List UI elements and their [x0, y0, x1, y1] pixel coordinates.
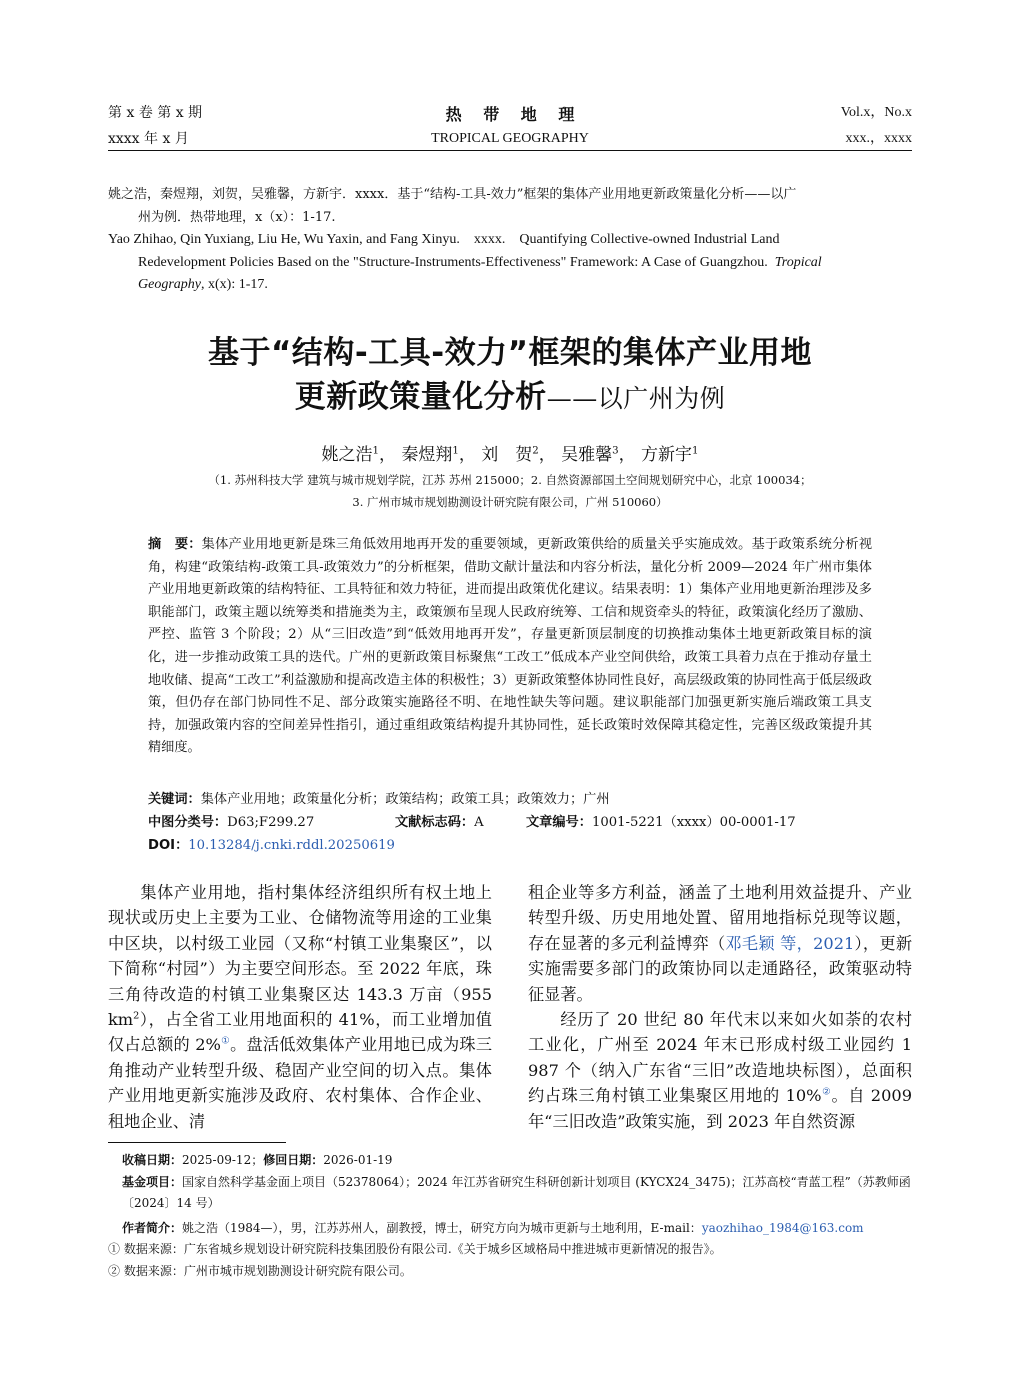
doc-code-value: A	[474, 815, 484, 830]
citation-en-line2	[108, 252, 914, 275]
fund-info	[108, 1172, 914, 1215]
revised-label: 修回日期：	[263, 1153, 324, 1167]
fund-text: 国家自然科学基金面上项目（52378064）；2024 年江苏省研究生科研创新计划项目 (KYCX24_3475)；江苏高校“青蓝工程”（苏教师函〔2024〕14 号）	[122, 1174, 911, 1210]
author-name: 方新宇	[641, 445, 693, 465]
author-bio-text: 姚之浩（1984—），男，江苏苏州人，副教授，博士，研究方向为城市更新与土地利用，E-mail：	[182, 1220, 702, 1235]
data-source-note-1: ① 数据来源：广东省城乡规划设计研究院科技集团股份有限公司.《关于城乡区域格局中推进城市更新情况的报告》。	[108, 1242, 722, 1256]
received-label: 收稿日期：	[122, 1153, 183, 1167]
body-text: 。盘活低效集体产业用地已成为珠三角推动产业转型升级、稳固产业空间的切入点。集体产业用地更新实施涉及政府、农村集体、合作企业、租地企业、清	[108, 1035, 493, 1131]
keywords-text: 集体产业用地；政策量化分析；政策结构；政策工具；政策效力；广州	[200, 792, 610, 807]
article-number-value: 1001-5221（xxxx）00-0001-17	[591, 815, 796, 830]
abstract-text: 集体产业用地更新是珠三角低效用地再开发的重要领域，更新政策供给的质量关乎实施成效。基于政策系统分析视角，构建“政策结构-政策工具-政策效力”的分析框架，借助文献计量法和内容分析法，量化分析 2009—2024 年广州市集体产业用地更新政策的结构特征、工具特征和效力特征，进而提出政策优化建议。结果表明：1）集体产业用地更新治理涉及多职能部门，政策主题以统筹类和措施类为主，政策颁布呈现人民政府统筹、工信和规资牵头的特征，政策演化经历了激励、严控、监管 3 个阶段；2）从“三旧改造”到“低效用地再开发”，存量更新顶层制度的切换推动集体土地更新政策目标的演化，进一步推动政策工具的迭代。广州的更新政策目标聚焦“工改工”低成本产业空间供给，政策工具着力点在于推动存量土地收储、提高“工改工”利益激励和提高改造主体的积极性；3）更新政策整体协同性良好，高层级政策的协同性高于低层级政策，但仍存在部门协同性不足、部分政策实施路径不明、在地性缺失等问题。建议职能部门加强更新实施后端政策工具支持，加强政策内容的空间差异性指引，通过重组政策结构提升其协同性，延长政策时效保障其稳定性，完善区级政策提升其精细度。	[148, 537, 873, 756]
footnote-ref[interactable]: ①	[220, 1036, 231, 1048]
citation-en-line1: Yao Zhihao, Qin Yuxiang, Liu He, Wu Yaxin, and Fang Xinyu. xxxx. Quantifying Collective-owned Industrial Land	[108, 232, 780, 247]
journal-title-cn: 热 带 地 理	[445, 105, 575, 124]
body-text: 。自 2009 年“三旧改造”政策实施，到 2023 年自然资源	[528, 1086, 913, 1131]
citation-en-volume: , x(x): 1-17.	[201, 277, 268, 292]
issue-number: 第 x 卷 第 x 期	[108, 105, 203, 121]
keywords-label: 关键词：	[148, 792, 201, 807]
affiliation-line2: 3. 广州市城市规划勘测设计研究院有限公司，广州 510060）	[352, 495, 668, 509]
doi-label: DOI：	[148, 838, 189, 853]
doi	[148, 835, 395, 858]
abstract	[148, 534, 872, 760]
citation-en-journal-cont: Geography	[138, 277, 201, 292]
author-bio-label: 作者简介：	[122, 1220, 183, 1235]
body-paragraph	[528, 1007, 912, 1134]
body-text: 租企业等多方利益，涵盖了土地利用效益提升、产业转型升级、历史用地处置、留用地指标兑现等议题，存在显著的多元利益博弈（	[528, 883, 912, 953]
paper-title	[0, 331, 1020, 421]
header-rule	[108, 150, 912, 151]
author-affiliation-mark: 3	[612, 445, 619, 457]
author-affiliation-mark: 1	[372, 445, 379, 457]
citation-en-journal: Tropical	[774, 254, 822, 270]
body-text: ），更新实施需要多部门的政策协同以走通路径，政策驱动特征显著。	[528, 933, 913, 1004]
citation-cn-line2: 州为例．热带地理，x（x）：1-17.	[138, 209, 336, 225]
superscript: 2	[133, 1010, 140, 1022]
body-paragraph	[528, 880, 912, 1007]
received-dates	[108, 1150, 914, 1172]
body-left-column	[108, 880, 492, 1134]
article-number	[526, 812, 796, 835]
citation-link[interactable]: 邓毛颖 等，2021	[725, 933, 855, 953]
affiliations	[0, 469, 1020, 513]
affiliation-line1: （1. 苏州科技大学 建筑与城市规划学院，江苏 苏州 215000；2. 自然资源部国土空间规划研究中心，北京 100034；	[208, 473, 812, 487]
journal-title-en: TROPICAL GEOGRAPHY	[431, 131, 589, 146]
body-right-column	[528, 880, 912, 1134]
citation-cn-line1: 姚之浩，秦煜翔，刘贺，吴雅馨，方新宇．xxxx．基于“结构-工具-效力”框架的集体产业用地更新政策量化分析——以广	[108, 187, 797, 202]
volume-number: Vol.x，No.x	[840, 105, 912, 120]
author-affiliation-mark: 2	[532, 445, 539, 457]
clc-value: D63;F299.27	[227, 815, 315, 830]
abstract-label: 摘 要：	[148, 537, 202, 552]
fund-label: 基金项目：	[122, 1174, 183, 1189]
received-date: 2025-09-12；	[182, 1153, 264, 1167]
body-text: ），占全省工业用地面积的 41%，而工业增加值仅占总额的 2%	[108, 1010, 492, 1055]
issue-date: xxxx 年 x 月	[108, 131, 189, 147]
footnote-rule	[108, 1142, 286, 1143]
author-email-link[interactable]: yaozhihao_1984@163.com	[701, 1220, 864, 1235]
document-code	[395, 812, 484, 835]
paper-subtitle: ——以广州为例	[546, 384, 726, 413]
author-bio	[108, 1218, 914, 1240]
page-range: xxx.，xxxx	[845, 131, 912, 146]
keywords	[148, 789, 872, 812]
citation-en-line3	[108, 274, 914, 297]
footnotes	[108, 1150, 914, 1282]
article-number-label: 文章编号：	[526, 815, 592, 830]
author-name: 秦煜翔	[401, 445, 453, 465]
author-affiliation-mark: 1	[692, 445, 699, 457]
revised-date: 2026-01-19	[323, 1153, 393, 1167]
doi-link[interactable]: 10.13284/j.cnki.rddl.20250619	[188, 838, 395, 853]
paper-title-main: 更新政策量化分析	[294, 379, 547, 415]
doc-code-label: 文献标志码：	[395, 815, 475, 830]
clc-label: 中图分类号：	[148, 815, 228, 830]
citation-block	[108, 184, 914, 297]
citation-en-title: Redevelopment Policies Based on the "Structure-Instruments-Effectiveness" Framework: A Case of Guangzhou.	[138, 254, 768, 270]
footnote-ref[interactable]: ②	[821, 1086, 832, 1098]
author-name: 刘 贺	[481, 445, 533, 465]
paper-title-line1: 基于“结构-工具-效力”框架的集体产业用地	[208, 335, 812, 371]
paper-title-line2	[0, 375, 1020, 421]
author-affiliation-mark: 1	[452, 445, 459, 457]
author-list: 姚之浩$^1$， 秦煜翔$^1$， 刘 贺$^2$， 吴雅馨$^3$， 方新宇$^1$	[321, 445, 699, 465]
author-name: 吴雅馨	[561, 445, 613, 465]
data-source-note-2: ② 数据来源：广州市城市规划勘测设计研究院有限公司。	[108, 1263, 412, 1278]
clc-number	[148, 812, 314, 835]
body-text: 集体产业用地，指村集体经济组织所有权土地上现状或历史上主要为工业、仓储物流等用途的工业集中区块，以村级工业园（又称“村镇工业集聚区”，以下简称“村园”）为主要空间形态。至 2022 年底，珠三角待改造的村镇工业集聚区达 143.3 万亩（955 km	[108, 883, 492, 1030]
author-name: 姚之浩	[321, 445, 373, 465]
body-text: 经历了 20 世纪 80 年代末以来如火如荼的农村工业化，广州至 2024 年末已形成村级工业园约 1 987 个（纳入广东省“三旧”改造地块标图），总面积约占珠三角村镇工业集聚区用地的 10%	[528, 1010, 912, 1106]
